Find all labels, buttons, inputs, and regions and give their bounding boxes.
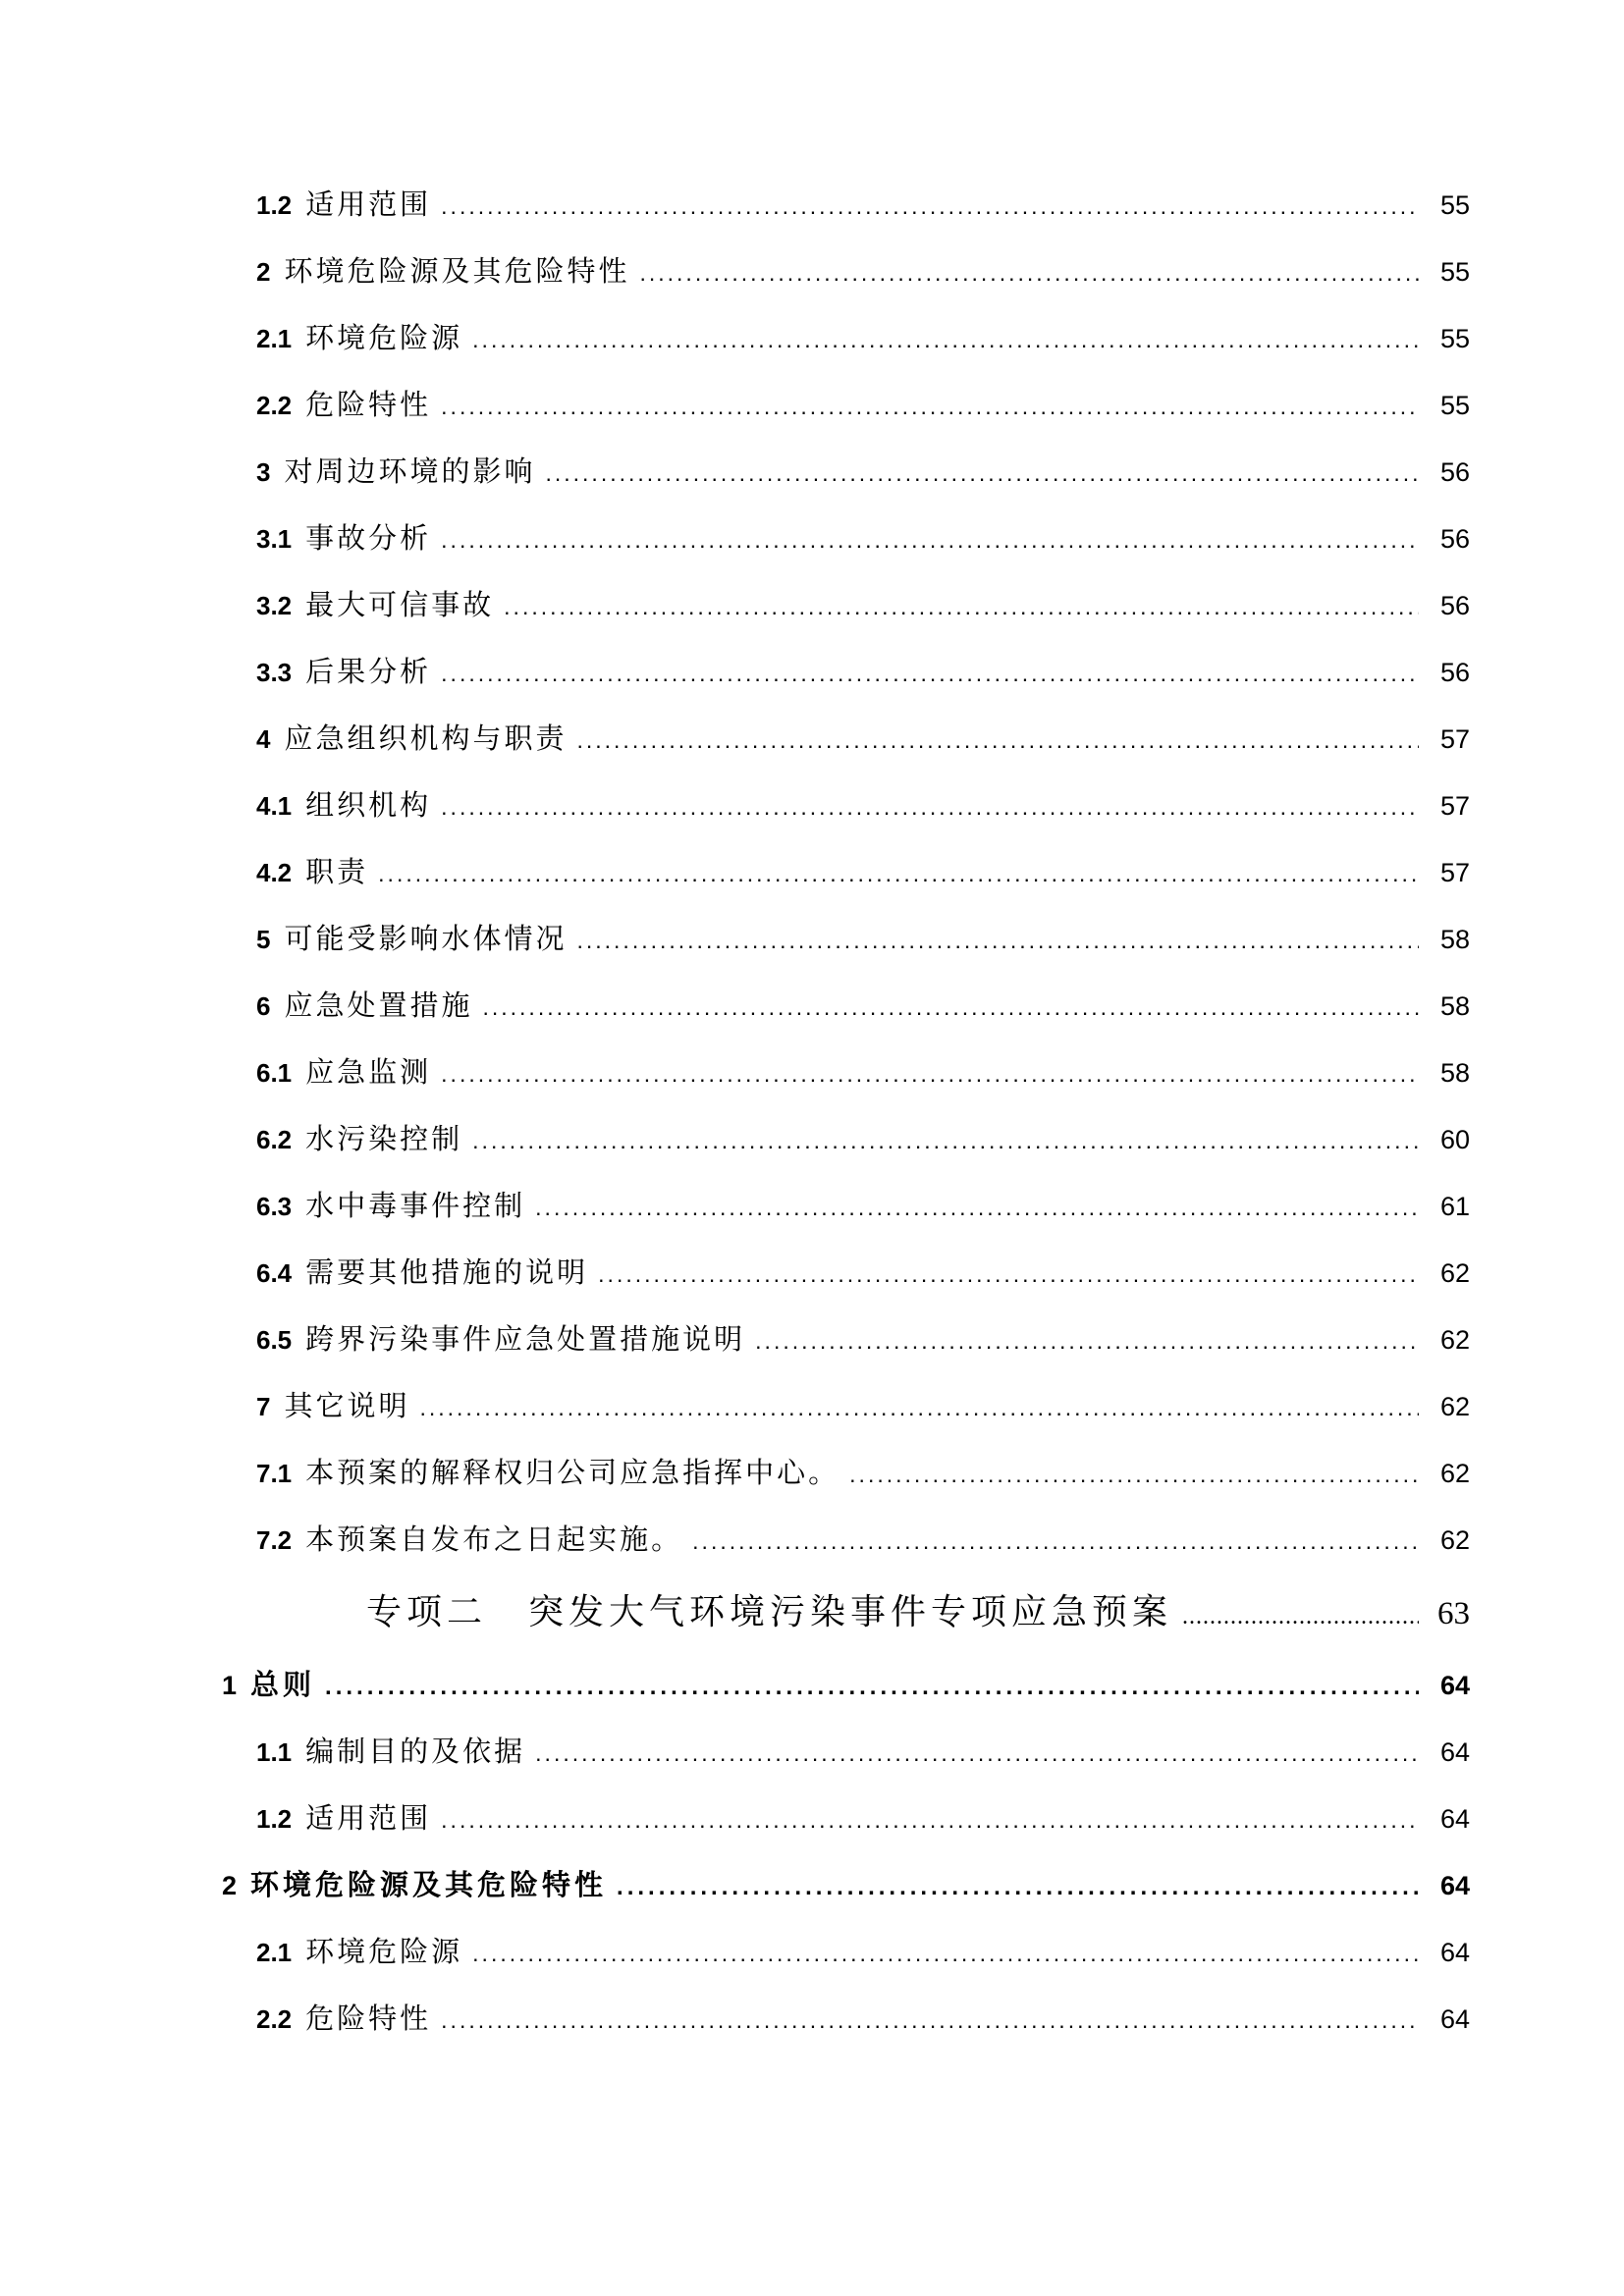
toc-entry[interactable] — [0, 1997, 1470, 2035]
toc-entry-number: 4.1 — [256, 791, 293, 821]
toc-entry-number: 1.1 — [256, 1737, 293, 1767]
toc-entry-page: 58 — [1439, 1058, 1470, 1088]
toc-entry[interactable] — [0, 383, 1470, 421]
toc-entry-page: 62 — [1439, 1525, 1470, 1555]
toc-entry-title: 水中毒事件控制 — [305, 1191, 526, 1222]
toc-entry[interactable] — [0, 917, 1470, 955]
dot-leader — [472, 327, 1419, 353]
dot-leader — [617, 1874, 1419, 1901]
dot-leader — [504, 594, 1419, 620]
toc-entry-page: 58 — [1439, 925, 1470, 954]
dot-leader — [692, 1528, 1419, 1555]
toc-entry-title: 环境危险源 — [305, 1937, 463, 1968]
dot-leader — [482, 994, 1419, 1021]
toc-entry-number: 2.1 — [256, 1938, 293, 1967]
toc-entry-page: 62 — [1439, 1258, 1470, 1288]
toc-entry-page: 57 — [1439, 724, 1470, 754]
toc-entry-number: 专项二 — [366, 1592, 488, 1631]
toc-entry-number: 6.3 — [256, 1192, 293, 1221]
toc-entry-number: 2.2 — [256, 391, 293, 420]
toc-entry-title: 组织机构 — [305, 790, 432, 822]
toc-entry-number: 7.2 — [256, 1525, 293, 1555]
toc-entry-title: 环境危险源及其危险特性 — [284, 256, 630, 288]
toc-entry[interactable] — [0, 583, 1470, 621]
toc-entry-number: 1.2 — [256, 1804, 293, 1834]
toc-entry-title: 最大可信事故 — [305, 590, 495, 621]
toc-entry-page: 60 — [1439, 1125, 1470, 1154]
toc-entry-title: 水污染控制 — [305, 1124, 463, 1155]
dot-leader — [1182, 1604, 1419, 1630]
toc-entry-page: 61 — [1439, 1192, 1470, 1221]
toc-entry-number: 2 — [222, 1871, 238, 1900]
dot-leader — [472, 1128, 1419, 1154]
toc-entry[interactable] — [0, 650, 1470, 688]
toc-entry-number: 6.5 — [256, 1325, 293, 1355]
dot-leader — [849, 1462, 1419, 1488]
toc-entry-page: 55 — [1439, 324, 1470, 353]
toc-entry-number: 6.1 — [256, 1058, 293, 1088]
toc-entry-title: 应急监测 — [305, 1057, 432, 1089]
dot-leader — [545, 460, 1419, 487]
dot-leader — [441, 1061, 1419, 1088]
toc-entry-number: 2.2 — [256, 2004, 293, 2034]
dot-leader — [576, 928, 1419, 954]
toc-entry-number: 3.1 — [256, 524, 293, 554]
toc-entry-title: 职责 — [305, 857, 369, 888]
toc-entry[interactable] — [0, 1796, 1470, 1835]
toc-entry-page: 56 — [1439, 457, 1470, 487]
toc-entry[interactable] — [0, 1317, 1470, 1356]
toc-entry-title: 需要其他措施的说明 — [305, 1257, 589, 1289]
toc-entry-title: 总则 — [250, 1670, 316, 1701]
dot-leader — [441, 394, 1419, 420]
toc-entry-title: 危险特性 — [305, 390, 432, 421]
toc-entry[interactable] — [0, 1518, 1470, 1556]
toc-entry-title: 适用范围 — [305, 189, 432, 221]
toc-entry-title: 对周边环境的影响 — [284, 456, 536, 488]
toc-entry[interactable] — [0, 1050, 1470, 1089]
toc-entry-number: 6 — [256, 991, 271, 1021]
toc-entry-number: 4.2 — [256, 858, 293, 887]
toc-entry-page: 62 — [1439, 1392, 1470, 1421]
toc-entry[interactable] — [0, 249, 1470, 288]
toc-entry-page: 57 — [1439, 858, 1470, 887]
toc-entry-title: 事故分析 — [305, 523, 432, 555]
toc-entry-number: 7 — [256, 1392, 271, 1421]
dot-leader — [639, 260, 1419, 287]
toc-entry-page: 63 — [1437, 1596, 1470, 1631]
toc-entry-page: 57 — [1439, 791, 1470, 821]
dot-leader — [576, 727, 1419, 754]
toc-entry-title: 后果分析 — [305, 657, 432, 688]
toc-entry[interactable] — [0, 1730, 1470, 1768]
toc-entry-page: 56 — [1439, 591, 1470, 620]
toc-entry-number: 2 — [256, 257, 271, 287]
toc-list — [0, 183, 1470, 2035]
toc-entry-title: 其它说明 — [284, 1391, 410, 1422]
dot-leader — [472, 1941, 1419, 1967]
toc-entry-number: 3 — [256, 457, 271, 487]
toc-entry-title: 适用范围 — [305, 1803, 432, 1835]
toc-entry-title: 应急处置措施 — [284, 990, 473, 1022]
dot-leader — [378, 861, 1419, 887]
dot-leader — [441, 661, 1419, 687]
toc-entry-number: 3.3 — [256, 658, 293, 687]
toc-entry[interactable] — [0, 850, 1470, 888]
toc-entry-title: 应急组织机构与职责 — [284, 723, 568, 755]
toc-entry-title: 本预案的解释权归公司应急指挥中心。 — [305, 1458, 840, 1489]
dot-leader — [325, 1674, 1419, 1701]
toc-entry-number: 5 — [256, 925, 271, 954]
dot-leader — [535, 1740, 1419, 1767]
toc-entry-title: 编制目的及依据 — [305, 1736, 526, 1768]
toc-entry-number: 7.1 — [256, 1459, 293, 1488]
toc-entry-number: 6.2 — [256, 1125, 293, 1154]
toc-entry[interactable] — [0, 450, 1470, 488]
dot-leader — [755, 1328, 1419, 1355]
dot-leader — [441, 1807, 1419, 1834]
toc-entry-page: 55 — [1439, 257, 1470, 287]
toc-entry[interactable] — [0, 717, 1470, 755]
dot-leader — [441, 794, 1419, 821]
toc-entry-page: 55 — [1439, 391, 1470, 420]
toc-entry-page: 56 — [1439, 658, 1470, 687]
toc-entry[interactable] — [0, 1251, 1470, 1289]
toc-entry-title: 跨界污染事件应急处置措施说明 — [305, 1324, 746, 1356]
toc-entry-number: 2.1 — [256, 324, 293, 353]
toc-entry-page: 64 — [1439, 1671, 1470, 1700]
dot-leader — [535, 1195, 1419, 1221]
toc-entry-title: 本预案自发布之日起实施。 — [305, 1524, 683, 1556]
toc-entry-title: 突发大气环境污染事件专项应急预案 — [528, 1592, 1173, 1631]
toc-entry-title: 可能受影响水体情况 — [284, 924, 568, 955]
toc-entry[interactable] — [0, 1663, 1470, 1701]
toc-entry-title: 环境危险源 — [305, 323, 463, 354]
toc-entry-number: 6.4 — [256, 1258, 293, 1288]
dot-leader — [441, 527, 1419, 554]
toc-entry[interactable] — [0, 316, 1470, 354]
dot-leader — [441, 2007, 1419, 2034]
toc-entry-number: 3.2 — [256, 591, 293, 620]
toc-entry[interactable] — [0, 1184, 1470, 1222]
toc-entry[interactable] — [0, 1117, 1470, 1155]
toc-entry[interactable] — [0, 1584, 1470, 1629]
toc-entry[interactable] — [0, 1451, 1470, 1489]
toc-entry-page: 64 — [1439, 1938, 1470, 1967]
toc-entry-page: 62 — [1439, 1459, 1470, 1488]
toc-entry[interactable] — [0, 516, 1470, 555]
toc-entry-number: 1 — [222, 1671, 238, 1700]
toc-entry-page: 58 — [1439, 991, 1470, 1021]
toc-entry-title: 危险特性 — [305, 2003, 432, 2035]
toc-entry-page: 64 — [1439, 2004, 1470, 2034]
toc-entry-title: 环境危险源及其危险特性 — [250, 1870, 608, 1901]
dot-leader — [598, 1261, 1419, 1288]
toc-entry-page: 64 — [1439, 1804, 1470, 1834]
toc-entry-page: 64 — [1439, 1737, 1470, 1767]
toc-entry-page: 64 — [1439, 1871, 1470, 1900]
toc-entry[interactable] — [0, 1930, 1470, 1968]
toc-entry[interactable] — [0, 984, 1470, 1022]
toc-entry-page: 56 — [1439, 524, 1470, 554]
toc-entry-page: 62 — [1439, 1325, 1470, 1355]
toc-entry[interactable] — [0, 1863, 1470, 1901]
toc-entry-page: 55 — [1439, 190, 1470, 220]
toc-entry[interactable] — [0, 783, 1470, 822]
toc-entry[interactable] — [0, 183, 1470, 221]
dot-leader — [441, 193, 1419, 220]
toc-entry[interactable] — [0, 1384, 1470, 1422]
toc-entry-number: 4 — [256, 724, 271, 754]
dot-leader — [419, 1395, 1419, 1421]
toc-entry-number: 1.2 — [256, 190, 293, 220]
